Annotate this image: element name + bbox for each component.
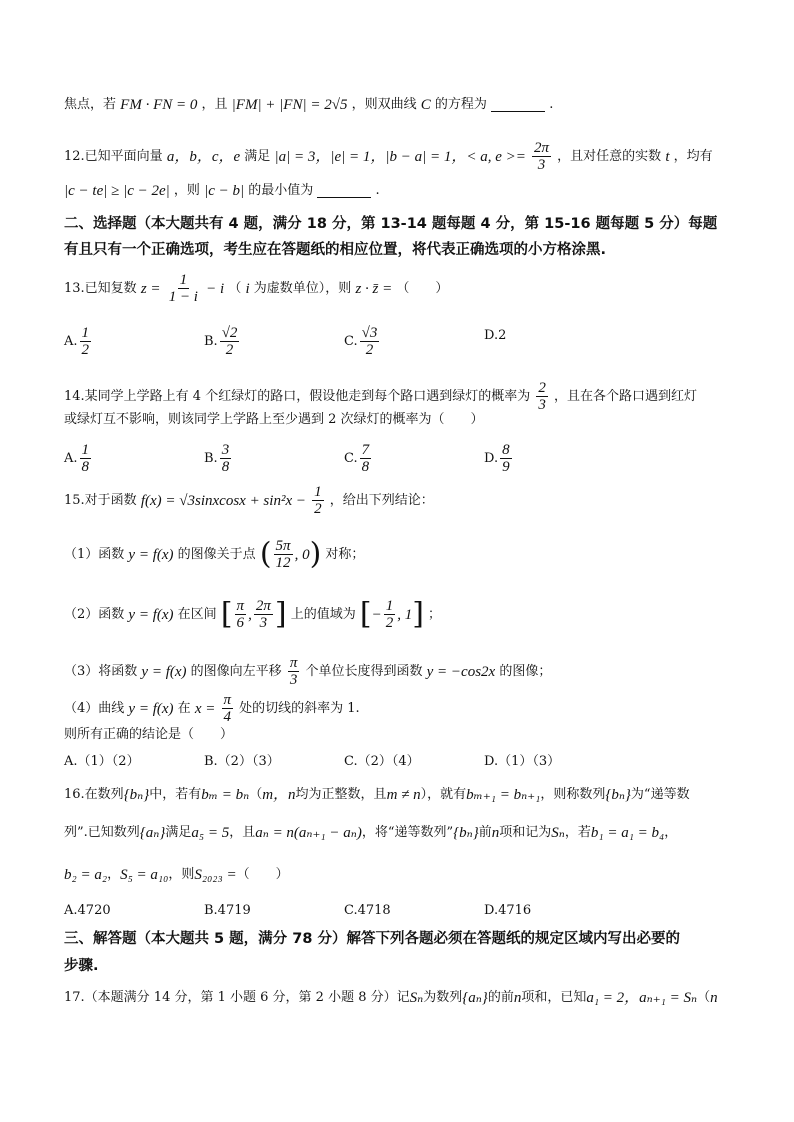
q16-option-d[interactable]: D.4716 xyxy=(484,903,532,918)
q13-stem xyxy=(64,272,754,305)
q12-text: ，均有 xyxy=(673,148,713,164)
q11-math: |FM| + |FN| = 2√5 xyxy=(231,97,348,113)
q13-text: 13.已知复数 xyxy=(64,280,137,296)
fraction: $\frac{2\pi}{3}$ xyxy=(534,140,550,173)
q13-math: − i xyxy=(206,280,225,297)
q11-text: 焦点，若 xyxy=(64,97,117,112)
q17-stem: 17.（本题满分 14 分，第 1 小题 6 分，第 2 小题 8 分）记Sₙ为数列{aₙ}的前n项和，已知a₁ = 2，aₙ₊₁ = Sₙ（n xyxy=(64,990,718,1006)
answer-blank xyxy=(317,185,371,198)
q16-line-2: 列”.已知数列{aₙ}满足a₅ = 5，且aₙ = n(aₙ₊₁ − aₙ)，将“递等数列”{bₙ}前n项和记为Sₙ，若b₁ = a₁ = b₄， xyxy=(64,825,678,841)
q16-option-a[interactable]: A.4720 xyxy=(64,903,111,918)
q15-text: 15.对于函数 xyxy=(64,492,137,508)
q15-option-d[interactable]: D.（1）（3） xyxy=(484,754,561,769)
q15-stem xyxy=(64,484,754,517)
q12-math: |a| = 3，|e| = 1，|b − a| = 1，< a, e >= xyxy=(274,148,526,165)
q15-statement-2: （2）函数 y = f(x) 在区间 [ $\frac{\pi}{6}$ , $\frac{2\pi}{3}$ ] 上的值域为 [− $\frac{1}{2}$ , 1] ； xyxy=(64,596,442,632)
q14-option-d[interactable]: D. $\frac{8}{9}$ xyxy=(484,442,510,475)
q15-text: ，给出下列结论： xyxy=(329,492,434,508)
q13-math: z = xyxy=(140,280,161,297)
q15-option-c[interactable]: C.（2）（4） xyxy=(344,754,420,769)
answer-blank xyxy=(491,99,545,112)
q12-math: t xyxy=(665,148,670,165)
q14-option-b[interactable]: B. $\frac{3}{8}$ xyxy=(204,442,230,475)
q14-option-a[interactable]: A. $\frac{1}{8}$ xyxy=(64,442,90,475)
q14-text: ，且在各个路口遇到红灯 xyxy=(554,388,698,404)
q16-option-c[interactable]: C.4718 xyxy=(344,903,391,918)
q13-text: （ xyxy=(228,280,242,296)
q12-math: |c − b| xyxy=(204,183,245,199)
q15-option-b[interactable]: B.（2）（3） xyxy=(204,754,280,769)
q16-line-3: b₂ = a₂，S₅ = a₁₀，则S₂₀₂₃ =（ ） xyxy=(64,867,289,883)
q15-question: 则所有正确的结论是（ ） xyxy=(64,727,234,742)
q13-option-a[interactable]: A. $\frac{1}{2}$ xyxy=(64,325,90,358)
q11-text: 的方程为 xyxy=(434,97,487,112)
q11-tail xyxy=(64,95,754,116)
q12-text: . xyxy=(375,183,380,198)
q12-text: ，且对任意的实数 xyxy=(557,148,662,164)
q13-text: 为虚数单位），则 xyxy=(253,280,352,296)
section-3-heading: 三、解答题（本大题共 5 题，满分 78 分）解答下列各题必须在答题纸的规定区域内写出必要的 xyxy=(64,931,680,947)
q16-option-b[interactable]: B.4719 xyxy=(204,903,251,918)
q12-line-2 xyxy=(64,181,754,202)
section-2-heading: 二、选择题（本大题共有 4 题，满分 18 分，第 13-14 题每题 4 分，第 15-16 题每题 5 分）每题 xyxy=(64,216,718,232)
q15-option-a[interactable]: A.（1）（2） xyxy=(64,754,140,769)
section-2-heading-cont: 有且只有一个正确选项，考生应在答题纸的相应位置，将代表正确选项的小方格涂黑. xyxy=(64,242,607,258)
q13-text: （ ） xyxy=(396,280,449,296)
q11-math: C xyxy=(420,97,431,113)
q12-text: 12.已知平面向量 xyxy=(64,148,163,164)
q13-math: z · z̄ = xyxy=(355,280,393,297)
q12-math: a，b，c，e xyxy=(166,148,241,165)
q11-text: . xyxy=(549,97,554,112)
q12-text: 满足 xyxy=(244,148,271,164)
q13-option-d[interactable]: D.2 xyxy=(484,328,507,343)
q15-statement-4: （4）曲线 y = f(x) 在 x = $\frac{\pi}{4}$ 处的切线的斜率为 1. xyxy=(64,692,360,725)
q15-math: f(x) = √3sinxcosx + sin²x − xyxy=(140,492,306,509)
q13-math: i xyxy=(245,280,250,297)
q15-statement-1: （1）函数 y = f(x) 的图像关于点 ( $\frac{5\pi}{12}$ , 0) 对称； xyxy=(64,536,365,572)
q11-math: FM · FN = 0 xyxy=(120,97,198,113)
q14-line-1 xyxy=(64,380,754,413)
q12-text: 的最小值为 xyxy=(248,183,314,198)
q14-text: 14.某同学上学路上有 4 个红绿灯的路口，假设他走到每个路口遇到绿灯的概率为 xyxy=(64,388,531,404)
section-3-heading-cont: 步骤. xyxy=(64,958,99,974)
q15-statement-3: （3）将函数 y = f(x) 的图像向左平移 $\frac{\pi}{3}$ 个单位长度得到函数 y = −cos2x 的图像； xyxy=(64,655,552,688)
q11-text: ，则双曲线 xyxy=(351,97,417,112)
q11-text: ，且 xyxy=(201,97,228,112)
fraction: $\frac{2}{3}$ xyxy=(538,380,546,413)
q14-option-c[interactable]: C. $\frac{7}{8}$ xyxy=(344,442,370,475)
q13-option-c[interactable]: C. $\frac{√3}{2}$ xyxy=(344,325,378,358)
q12-line-1 xyxy=(64,140,754,173)
q16-line-1: 16.在数列{bₙ}中，若有bₘ = bₙ（m，n均为正整数，且m ≠ n），就有bₘ₊₁ = bₙ₊₁，则称数列{bₙ}为“递等数 xyxy=(64,787,690,803)
fraction: $\frac{1}{1 - i}$ xyxy=(168,272,198,305)
fraction: $\frac{1}{2}$ xyxy=(314,484,322,517)
q13-option-b[interactable]: B. $\frac{√2}{2}$ xyxy=(204,325,238,358)
q14-line-2: 或绿灯互不影响，则该同学上学路上至少遇到 2 次绿灯的概率为（ ） xyxy=(64,412,484,427)
q12-math: |c − te| ≥ |c − 2e| xyxy=(64,183,170,199)
q12-text: ，则 xyxy=(173,183,200,198)
